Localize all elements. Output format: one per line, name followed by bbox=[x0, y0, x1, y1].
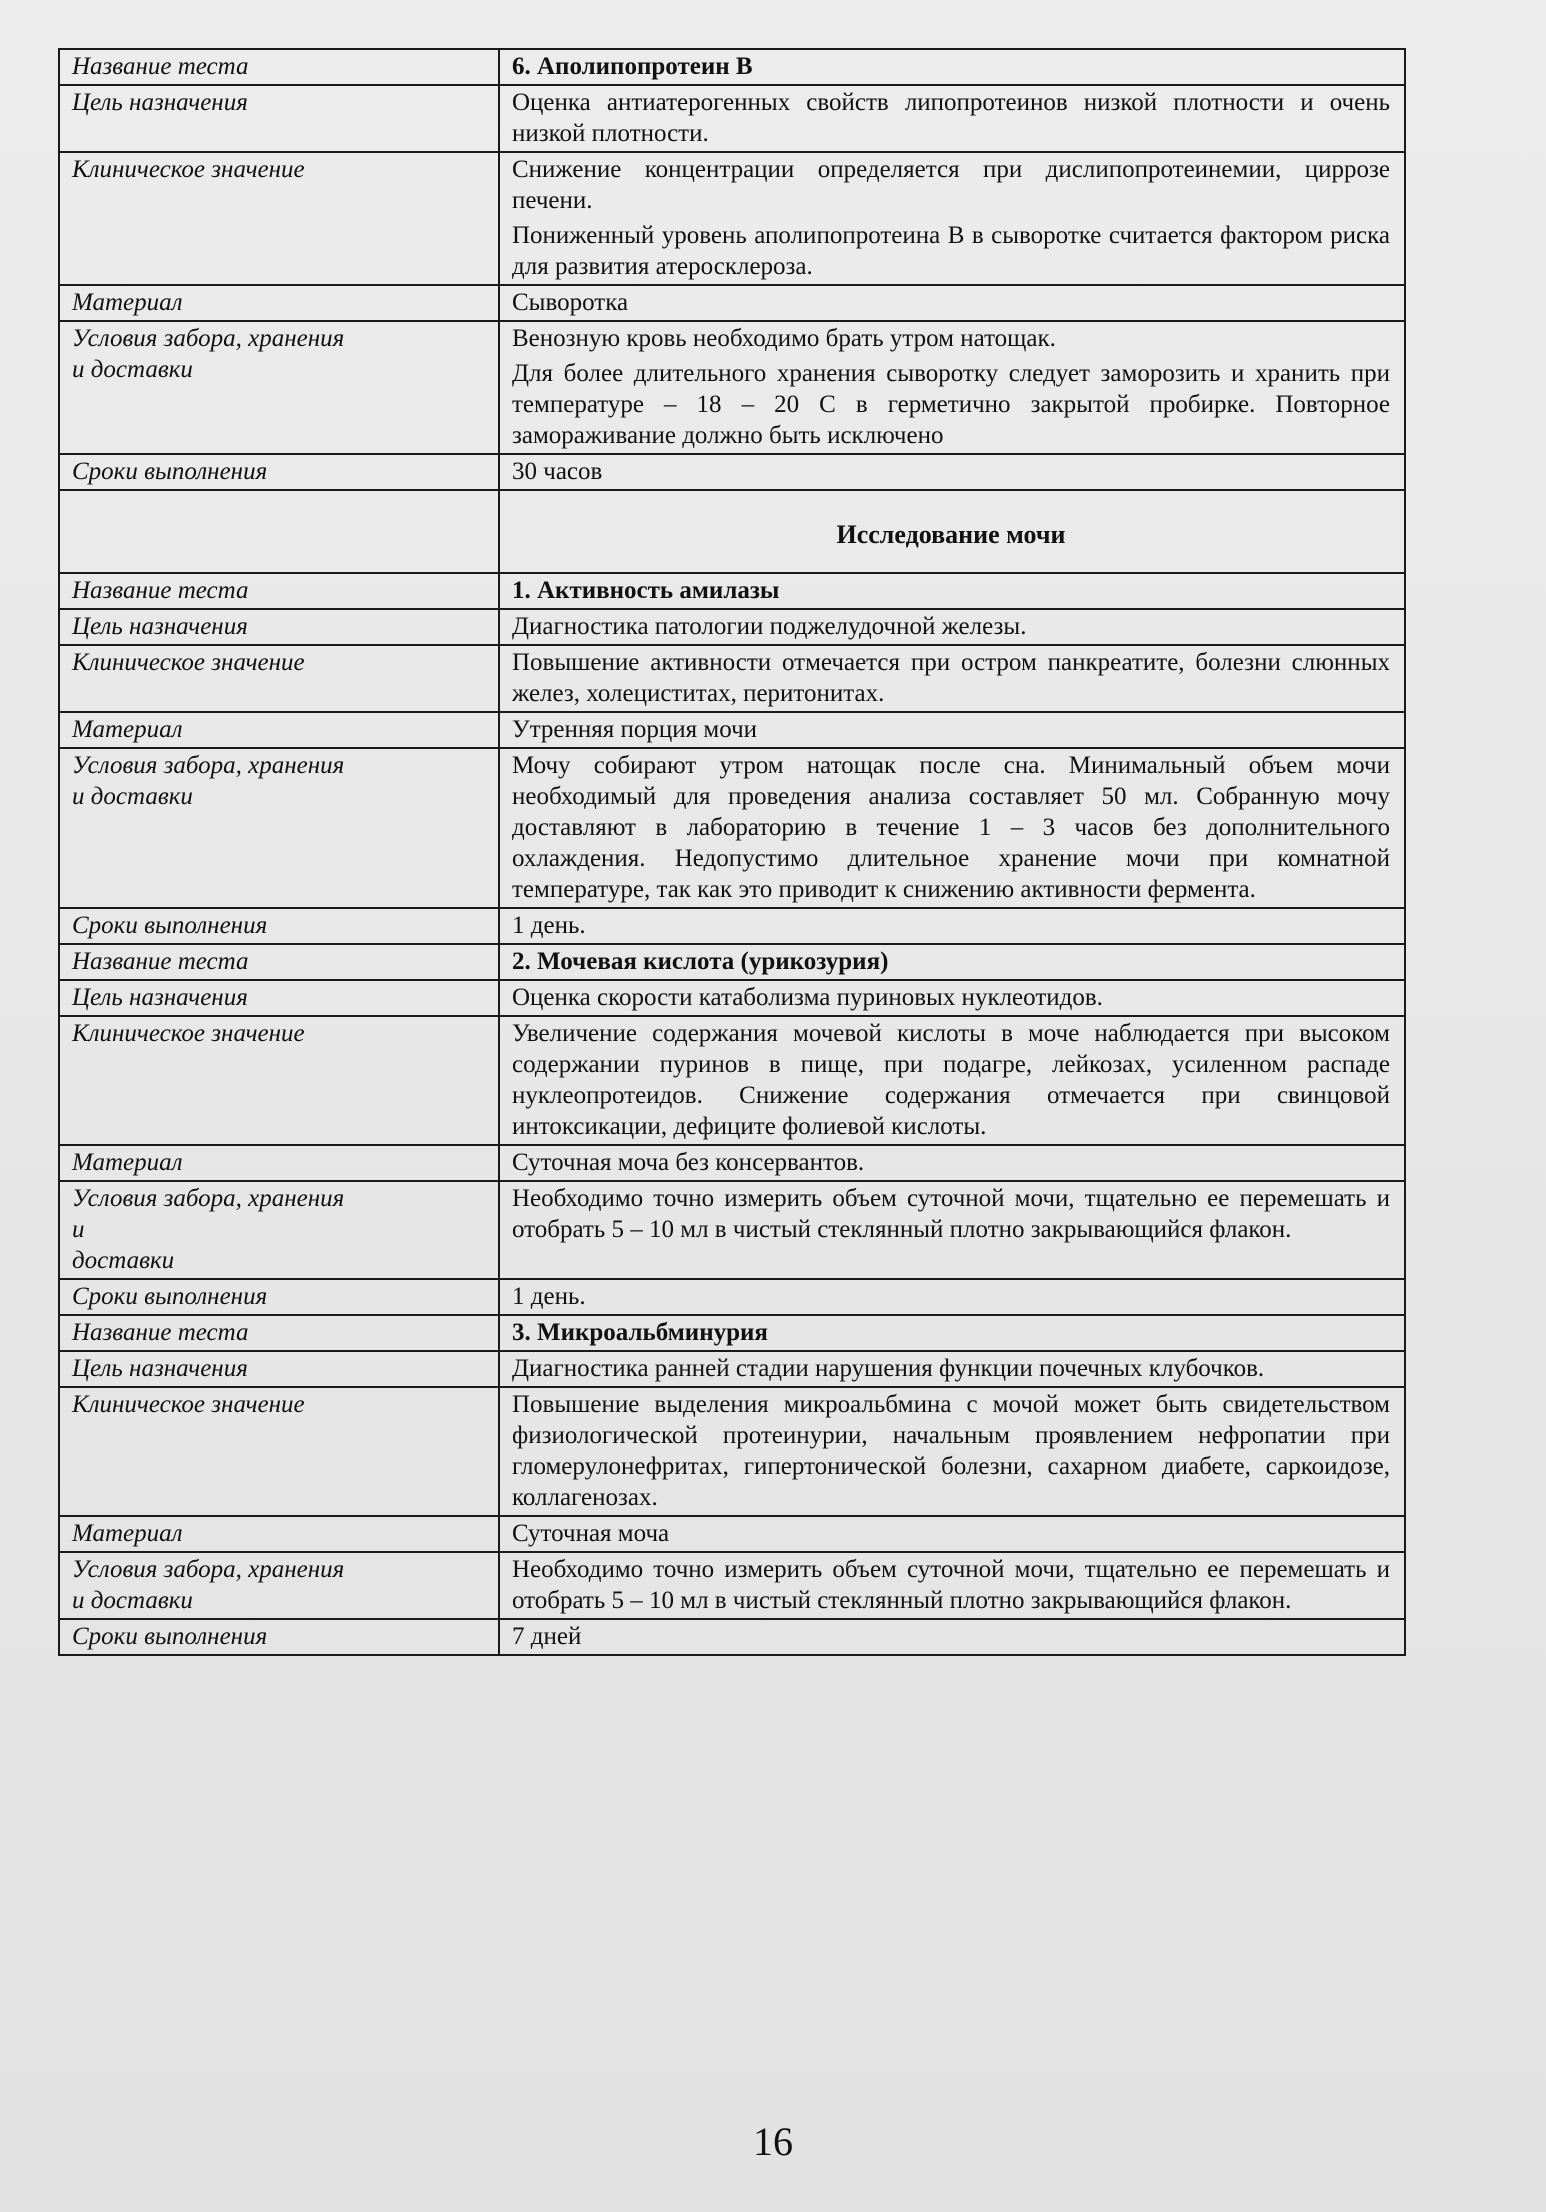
row-label: Клиническое значение bbox=[59, 1387, 499, 1516]
section-heading: Исследование мочи bbox=[499, 490, 1405, 573]
row-value bbox=[499, 1351, 1405, 1387]
table-row bbox=[59, 609, 1405, 645]
value-paragraph: Оценка антиатерогенных свойств липопротеинов низкой плотности и очень низкой плотности. bbox=[512, 89, 1390, 147]
row-value bbox=[499, 1552, 1405, 1619]
value-paragraph: Суточная моча bbox=[512, 1520, 670, 1547]
value-paragraph: 30 часов bbox=[512, 458, 603, 485]
value-paragraph: Диагностика ранней стадии нарушения функции почечных клубочков. bbox=[512, 1355, 1265, 1382]
table-row bbox=[59, 1351, 1405, 1387]
value-paragraph: 2. Мочевая кислота (урикозурия) bbox=[512, 948, 889, 975]
table-row bbox=[59, 1145, 1405, 1181]
row-label: Клиническое значение bbox=[59, 1016, 499, 1145]
row-value bbox=[499, 1145, 1405, 1181]
row-label: Условия забора, хранения и доставки bbox=[59, 1181, 499, 1279]
row-label: Материал bbox=[59, 285, 499, 321]
table-row bbox=[59, 285, 1405, 321]
table-row bbox=[59, 573, 1405, 609]
table-row bbox=[59, 645, 1405, 712]
table-row bbox=[59, 454, 1405, 490]
row-value bbox=[499, 454, 1405, 490]
test-name bbox=[499, 1315, 1405, 1351]
table-row bbox=[59, 1619, 1405, 1655]
row-label: Условия забора, хранения и доставки bbox=[59, 321, 499, 454]
row-label: Условия забора, хранения и доставки bbox=[59, 1552, 499, 1619]
table-row bbox=[59, 1516, 1405, 1552]
value-paragraph: Диагностика патологии поджелудочной железы. bbox=[512, 613, 1027, 640]
table-row bbox=[59, 1387, 1405, 1516]
row-label: Клиническое значение bbox=[59, 645, 499, 712]
row-label: Материал bbox=[59, 1516, 499, 1552]
value-paragraph: Необходимо точно измерить объем суточной мочи, тщательно ее перемешать и отобрать 5 – 10 мл в чистый стеклянный плотно закрывающийся флакон. bbox=[512, 1556, 1390, 1614]
value-paragraph: 6. Аполипопротеин В bbox=[512, 53, 753, 80]
row-label: Материал bbox=[59, 1145, 499, 1181]
row-label: Название теста bbox=[59, 1315, 499, 1351]
row-value bbox=[499, 748, 1405, 908]
table-row bbox=[59, 1315, 1405, 1351]
row-value bbox=[499, 1181, 1405, 1279]
row-label: Цель назначения bbox=[59, 1351, 499, 1387]
value-paragraph: Мочу собирают утром натощак после сна. Минимальный объем мочи необходимый для проведения анализа составляет 50 мл. Собранную мочу доставляют в лабораторию в течение 1 – 3 часов без дополнительного охлаждения. Недопустимо длительное хранение мочи при комнатной температуре, так как это приводит к снижению активности фермента. bbox=[512, 752, 1390, 903]
value-paragraph: 3. Микроальбминурия bbox=[512, 1319, 768, 1346]
table-row bbox=[59, 1181, 1405, 1279]
row-value bbox=[499, 152, 1405, 285]
row-label: Сроки выполнения bbox=[59, 454, 499, 490]
table-row bbox=[59, 1279, 1405, 1315]
row-label: Цель назначения bbox=[59, 609, 499, 645]
test-name bbox=[499, 944, 1405, 980]
row-label: Сроки выполнения bbox=[59, 1279, 499, 1315]
value-paragraph: Повышение активности отмечается при остром панкреатите, болезни слюнных желез, холециститах, перитонитах. bbox=[512, 649, 1390, 707]
value-paragraph: 1 день. bbox=[512, 912, 586, 939]
table-row bbox=[59, 49, 1405, 85]
row-label: Условия забора, хранения и доставки bbox=[59, 748, 499, 908]
urine-section-heading bbox=[59, 490, 1405, 573]
value-paragraph: Увеличение содержания мочевой кислоты в моче наблюдается при высоком содержании пуринов в пище, при подагре, лейкозах, усиленном распаде нуклеопротеидов. Снижение содержания отмечается при свинцовой интоксикации, дефиците фолиевой кислоты. bbox=[512, 1020, 1390, 1140]
section-heading-blank-cell bbox=[59, 490, 499, 573]
row-label: Название теста bbox=[59, 573, 499, 609]
lab-tests-table bbox=[58, 48, 1406, 1656]
row-value bbox=[499, 1516, 1405, 1552]
row-value bbox=[499, 609, 1405, 645]
value-paragraph: Венозную кровь необходимо брать утром натощак. bbox=[512, 325, 1056, 352]
table-row bbox=[59, 1552, 1405, 1619]
table-row bbox=[59, 944, 1405, 980]
test-name bbox=[499, 573, 1405, 609]
value-paragraph: 7 дней bbox=[512, 1623, 582, 1650]
value-paragraph: Оценка скорости катаболизма пуриновых нуклеотидов. bbox=[512, 984, 1103, 1011]
row-label: Название теста bbox=[59, 49, 499, 85]
row-value bbox=[499, 645, 1405, 712]
table-row bbox=[59, 321, 1405, 454]
row-value bbox=[499, 980, 1405, 1016]
table-row bbox=[59, 85, 1405, 152]
value-paragraph: Сыворотка bbox=[512, 289, 629, 316]
value-paragraph: Снижение концентрации определяется при дислипопротеинемии, циррозе печени. bbox=[512, 156, 1390, 214]
row-value bbox=[499, 85, 1405, 152]
table-row bbox=[59, 908, 1405, 944]
value-paragraph: Пониженный уровень аполипопротеина В в сыворотке считается фактором риска для развития атеросклероза. bbox=[512, 222, 1390, 280]
row-label: Цель назначения bbox=[59, 980, 499, 1016]
table-row bbox=[59, 1016, 1405, 1145]
row-value bbox=[499, 321, 1405, 454]
table-row bbox=[59, 712, 1405, 748]
row-value bbox=[499, 908, 1405, 944]
apolipoprotein-section bbox=[59, 49, 1405, 490]
urine-tests-section bbox=[59, 573, 1405, 1655]
table-row bbox=[59, 152, 1405, 285]
row-value bbox=[499, 1619, 1405, 1655]
row-value bbox=[499, 1016, 1405, 1145]
table-row bbox=[59, 748, 1405, 908]
row-label: Цель назначения bbox=[59, 85, 499, 152]
table-row bbox=[59, 980, 1405, 1016]
row-value bbox=[499, 285, 1405, 321]
row-value bbox=[499, 1387, 1405, 1516]
test-name bbox=[499, 49, 1405, 85]
row-label: Клиническое значение bbox=[59, 152, 499, 285]
section-heading-row bbox=[59, 490, 1405, 573]
row-value bbox=[499, 712, 1405, 748]
page-number: 16 bbox=[753, 2119, 793, 2164]
value-paragraph: Утренняя порция мочи bbox=[512, 716, 758, 743]
value-paragraph: Для более длительного хранения сыворотку следует заморозить и хранить при температуре – 18 – 20 С в герметично закрытой пробирке. Повторное замораживание должно быть исключено bbox=[512, 360, 1390, 449]
row-label: Сроки выполнения bbox=[59, 908, 499, 944]
value-paragraph: Суточная моча без консервантов. bbox=[512, 1149, 865, 1176]
row-value bbox=[499, 1279, 1405, 1315]
row-label: Сроки выполнения bbox=[59, 1619, 499, 1655]
row-label: Название теста bbox=[59, 944, 499, 980]
value-paragraph: Необходимо точно измерить объем суточной мочи, тщательно ее перемешать и отобрать 5 – 10 мл в чистый стеклянный плотно закрывающийся флакон. bbox=[512, 1185, 1390, 1243]
value-paragraph: 1. Активность амилазы bbox=[512, 577, 780, 604]
value-paragraph: 1 день. bbox=[512, 1283, 586, 1310]
row-label: Материал bbox=[59, 712, 499, 748]
value-paragraph: Повышение выделения микроальбмина с мочой может быть свидетельством физиологической протеинурии, начальным проявлением нефропатии при гломерулонефритах, гипертонической болезни, сахарном диабете, саркоидозе, коллагенозах. bbox=[512, 1391, 1390, 1511]
